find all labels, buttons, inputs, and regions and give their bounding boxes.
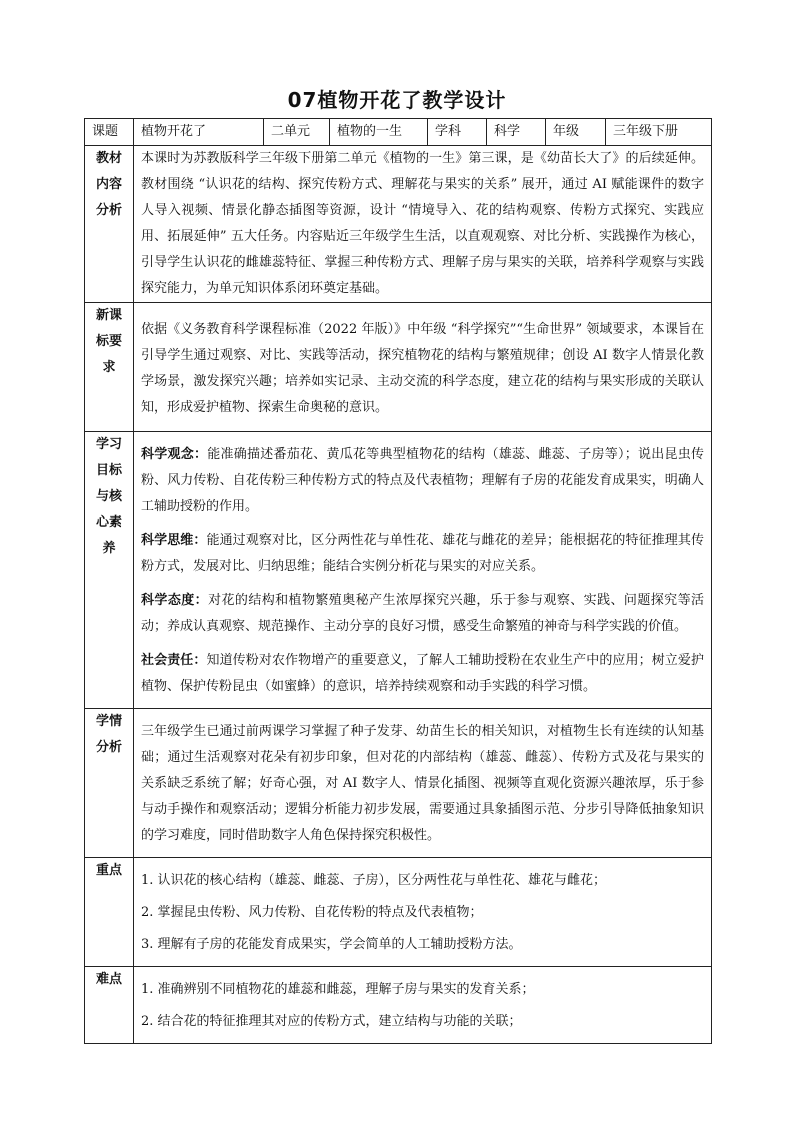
goal-attitude-text: 对花的结构和植物繁殖奥秘产生浓厚探究兴趣，乐于参与观察、实践、问题探究等活动；养成认真观察、规范操作、主动分享的良好习惯，感受生命繁殖的神奇与科学实践的价值。 [141,593,704,634]
material-label: 教材内容分析 [85,146,134,303]
goals-content [134,432,712,709]
material-content [134,146,712,303]
goal-concept-key: 科学观念： [141,447,208,462]
goal-concept [141,442,704,520]
key-points-label: 重点 [85,858,134,967]
difficulties-content [134,967,712,1044]
goal-thinking [141,528,704,580]
goal-responsibility [141,648,704,700]
goal-attitude-key: 科学态度： [141,593,209,608]
students-text: 三年级学生已通过前两课学习掌握了种子发芽、幼苗生长的相关知识，对植物生长有连续的认知基础；通过生活观察对花朵有初步印象，但对花的内部结构（雄蕊、雌蕊）、传粉方式及花与果实的关系缺乏系统了解；好奇心强，对 AI 数字人、情景化插图、视频等直观化资源兴趣浓厚，乐于参与动手操作和观察活动；逻辑分析能力初步发展，需要通过具象插图示范、分步引导降低抽象知识的学习难度，同时借助数字人角色保持探究积极性。 [141,724,704,843]
key-points-content [134,858,712,967]
difficulty-item: 2. 结合花的特征推理其对应的传粉方式，建立结构与功能的关联； [141,1014,522,1029]
difficulty-item: 1. 准确辨别不同植物花的雄蕊和雌蕊，理解子房与果实的发育关系； [141,982,535,997]
subject-label: 学科 [428,119,487,146]
key-point-item: 3. 理解有子房的花能发育成果实，学会简单的人工辅助授粉方法。 [141,937,522,952]
difficulties-row [85,967,712,1044]
difficulties-label: 难点 [85,967,134,1044]
ke-ti-value: 植物开花了 [134,119,264,146]
lesson-plan-table [84,118,712,1044]
subject-value: 科学 [487,119,546,146]
students-content [134,709,712,858]
goal-responsibility-key: 社会责任： [141,653,207,668]
standard-text: 依据《义务教育科学课程标准（2022 年版）》中年级 “科学探究”“生命世界” 领域要求，本课旨在引导学生通过观察、对比、实践等活动，探究植物花的结构与繁殖规律；创设 AI 数字人情景化教学场景，激发探究兴趣；培养如实记录、主动交流的科学态度，建立花的结构与果实形成的关联认知，形成爱护植物、探索生命奥秘的意识。 [141,322,704,415]
page-title: 07植物开花了教学设计 [287,88,507,112]
goals-label: 学习目标与核心素养 [85,432,134,709]
goal-thinking-text: 能通过观察对比，区分两性花与单性花、雄花与雌花的差异；能根据花的特征推理其传粉方式，发展对比、归纳思维；能结合实例分析花与果实的对应关系。 [141,533,704,574]
material-row [85,146,712,303]
key-point-item: 1. 认识花的核心结构（雄蕊、雌蕊、子房），区分两性花与单性花、雄花与雌花； [141,873,607,888]
grade-value: 三年级下册 [606,119,712,146]
unit-value: 植物的一生 [330,119,428,146]
goal-attitude [141,588,704,640]
goal-concept-text: 能准确描述番茄花、黄瓜花等典型植物花的结构（雄蕊、雌蕊、子房等）；说出昆虫传粉、风力传粉、自花传粉三种传粉方式的特点及代表植物；理解有子房的花能发育成果实，明确人工辅助授粉的作用。 [141,447,704,514]
unit-label: 二单元 [264,119,330,146]
students-row [85,709,712,858]
goal-thinking-key: 科学思维： [141,533,207,548]
goal-responsibility-text: 知道传粉对农作物增产的重要意义，了解人工辅助授粉在农业生产中的应用；树立爱护植物、保护传粉昆虫（如蜜蜂）的意识，培养持续观察和动手实践的科学习惯。 [141,653,704,694]
key-points-row [85,858,712,967]
grade-label: 年级 [546,119,606,146]
students-label: 学情分析 [85,709,134,858]
material-text: 本课时为苏教版科学三年级下册第二单元《植物的一生》第三课，是《幼苗长大了》的后续延伸。教材围绕 “认识花的结构、探究传粉方式、理解花与果实的关系” 展开，通过 AI 赋能课件的数字人导入视频、情景化静态插图等资源，设计 “情境导入、花的结构观察、传粉方式探究、实践应用、拓展延伸” 五大任务。内容贴近三年级学生生活，以直观观察、对比分析、实践操作为核心，引导学生认识花的雌雄蕊特征、掌握三种传粉方式、理解子房与果实的关联，培养科学观察与实践探究能力，为单元知识体系闭环奠定基础。 [141,151,704,296]
standard-row [85,303,712,432]
goals-row [85,432,712,709]
standard-label: 新课标要求 [85,303,134,432]
ke-ti-label: 课题 [85,119,134,146]
standard-content [134,303,712,432]
key-point-item: 2. 掌握昆虫传粉、风力传粉、自花传粉的特点及代表植物； [141,905,483,920]
header-row [85,119,712,146]
